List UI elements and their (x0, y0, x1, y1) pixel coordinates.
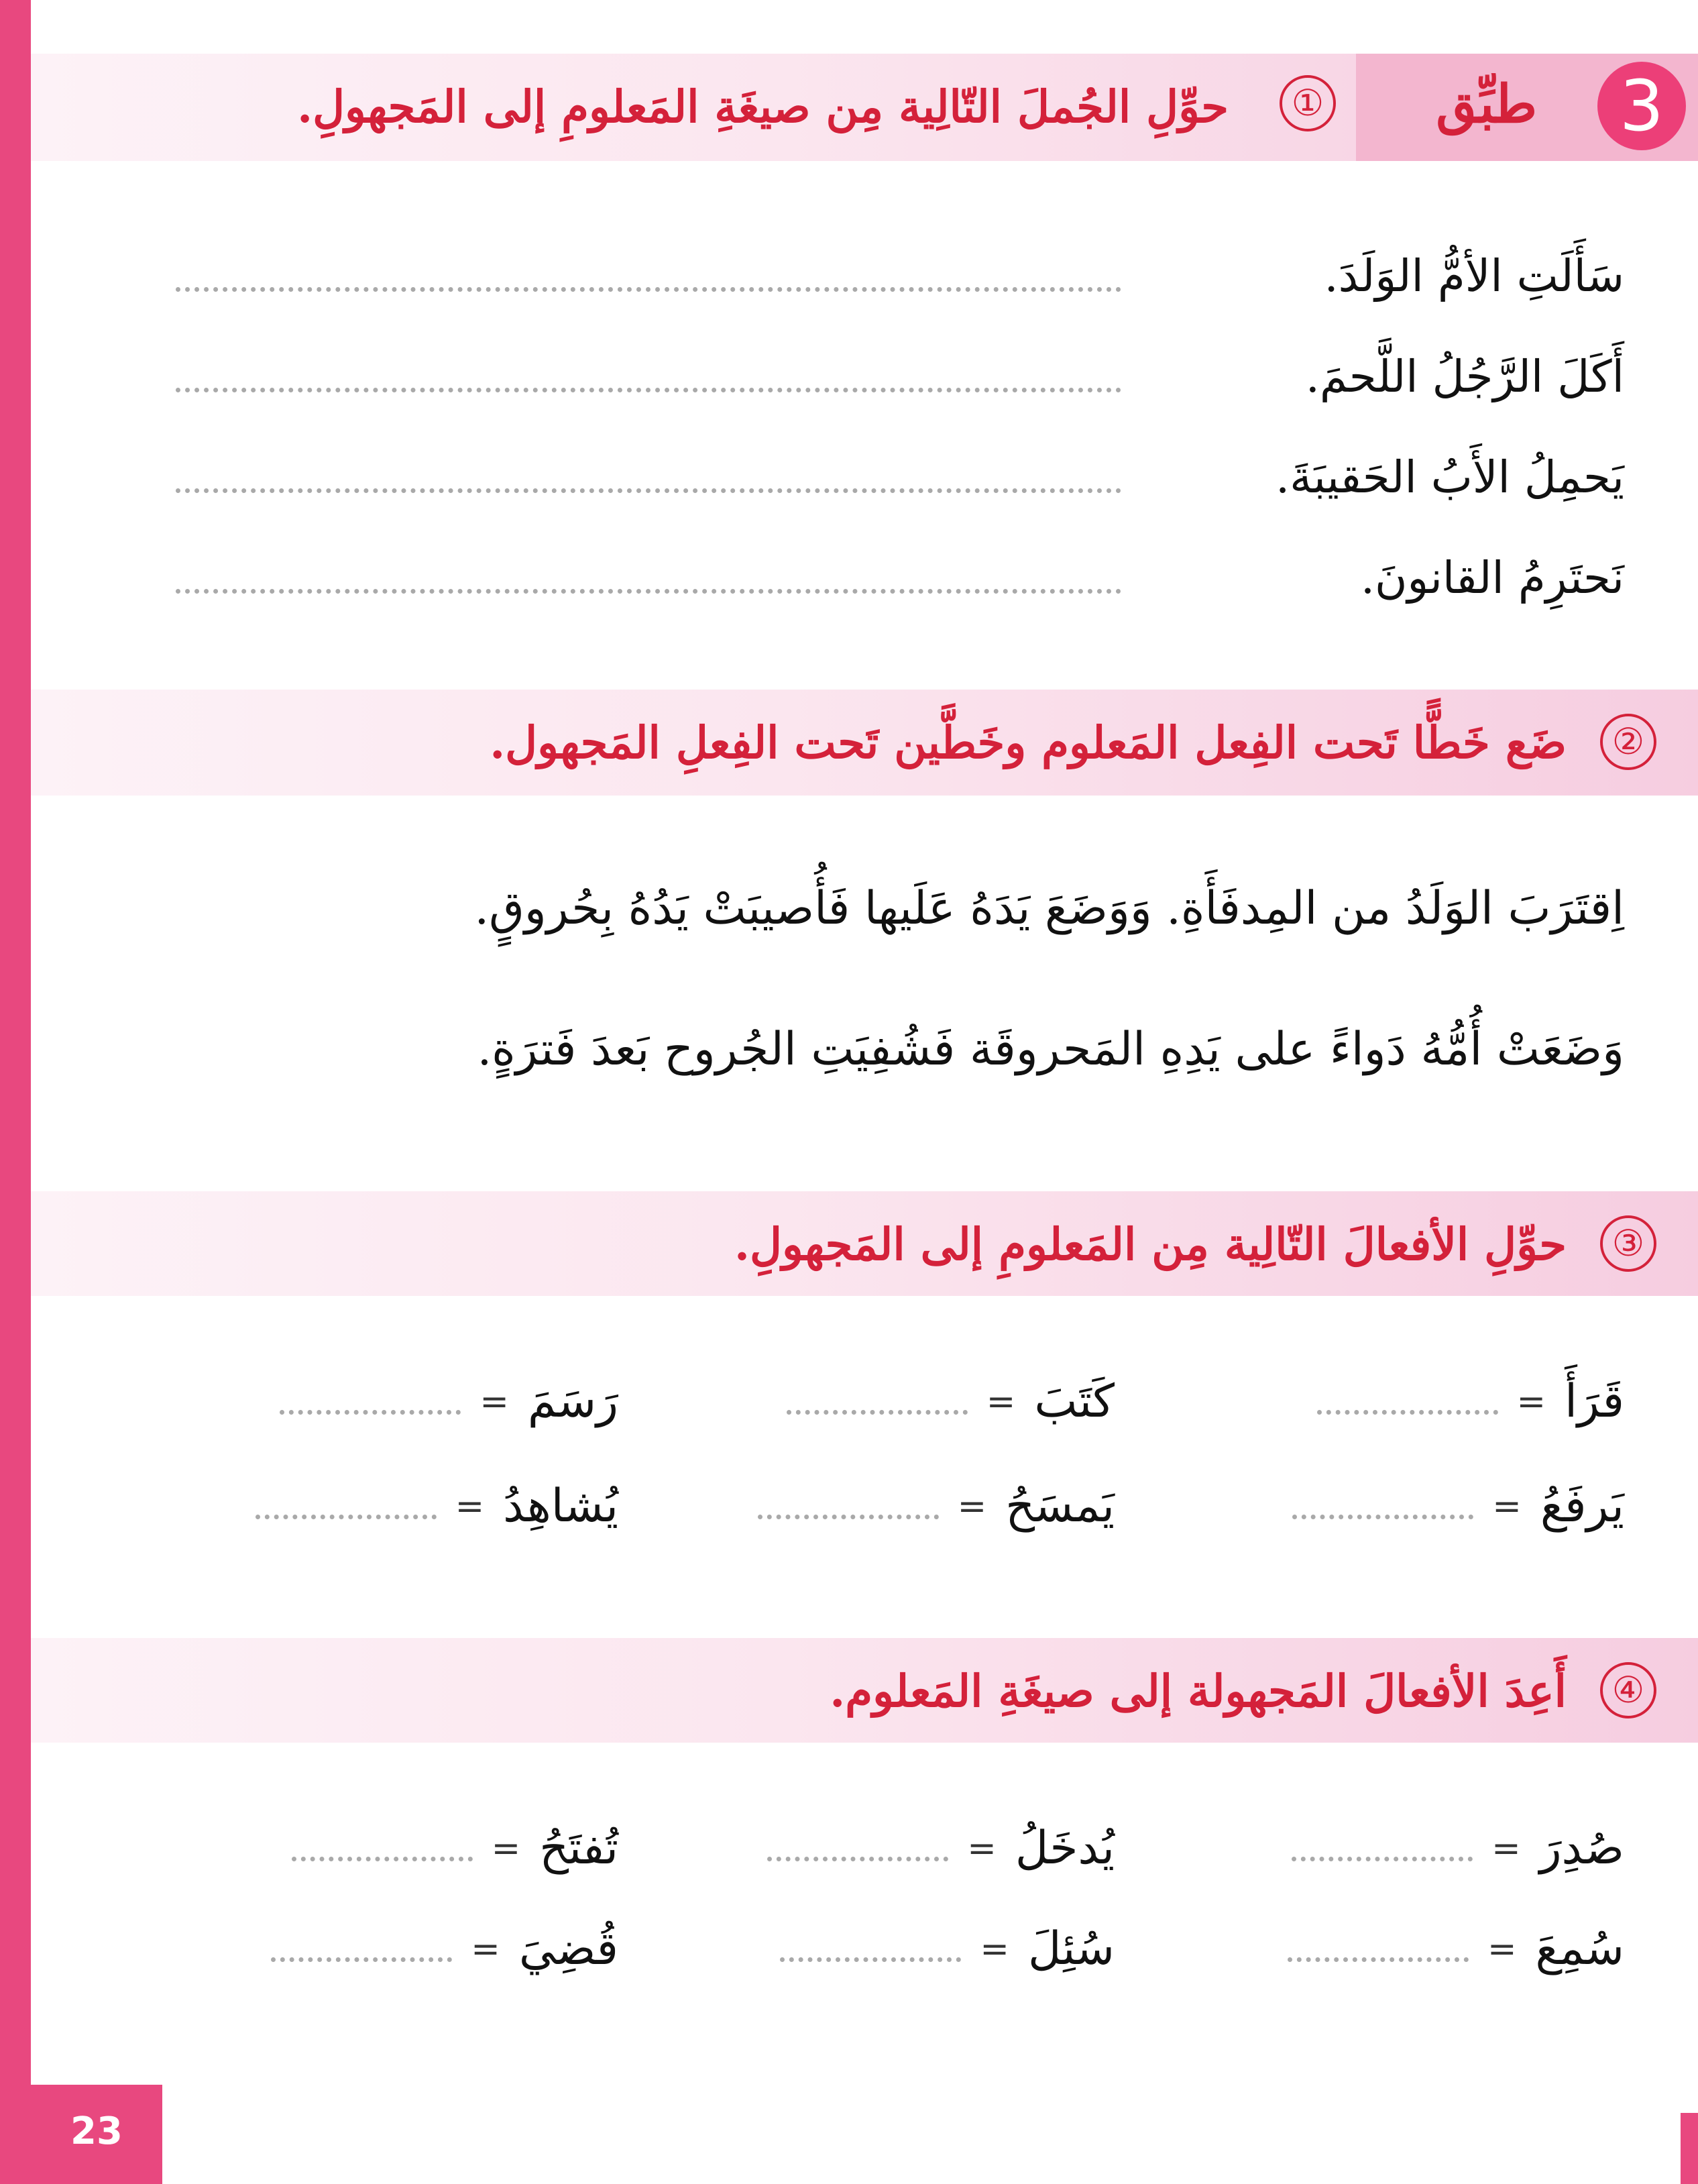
answer-blank[interactable] (767, 1857, 948, 1861)
q1-instruction: حوِّلِ الجُملَ التّالِية مِن صيغَةِ المَعلومِ إلى المَجهولِ. (297, 80, 1229, 133)
equals-sign: = (1491, 1828, 1521, 1869)
verb: يَرفَعُ (1540, 1480, 1624, 1533)
q4-item-2 (767, 1815, 1115, 1882)
answer-blank[interactable] (1292, 1857, 1473, 1861)
q4-item-1 (1292, 1815, 1624, 1882)
answer-blank[interactable] (787, 1410, 968, 1415)
equals-sign: = (455, 1486, 485, 1527)
q4-instruction: أَعِدَ الأفعالَ المَجهولة إلى صيغَةِ المَعلوم. (830, 1665, 1567, 1717)
equals-sign: = (967, 1828, 997, 1869)
q1-number: ① (1280, 75, 1336, 131)
q3-item-2 (787, 1368, 1115, 1435)
q3-item-3 (280, 1368, 618, 1435)
equals-sign: = (1487, 1929, 1517, 1969)
q2-line-1: اِقتَرَبَ الوَلَدُ من المِدفَأَةِ. وَوَضَعَ يَدَهُ عَلَيها فَأُصيبَتْ يَدُهُ بِحُروقٍ. (474, 882, 1624, 935)
q1-sentence-3: يَحمِلُ الأَبُ الحَقيبَةَ. (1276, 451, 1624, 503)
q3-item-1 (1317, 1368, 1625, 1435)
equals-sign: = (1492, 1486, 1522, 1527)
verb: رَسَمَ (527, 1375, 618, 1428)
section-title: طبِّق (1436, 74, 1537, 135)
q2-line-2: وَضَعَتْ أُمُّهُ دَواءً على يَدِهِ المَحروقَة فَشُفِيَتِ الجُروح بَعدَ فَترَةٍ. (477, 1023, 1624, 1076)
q4-item-5 (780, 1916, 1115, 1983)
verb: تُفتَحُ (539, 1822, 618, 1875)
verb: صُدِرَ (1539, 1822, 1624, 1875)
q4-item-4 (1288, 1916, 1624, 1983)
page-number: 23 (31, 2085, 162, 2184)
q2-instruction: ضَع خَطًّا تَحت الفِعل المَعلوم وخَطَّين تَحت الفِعلِ المَجهول. (490, 716, 1567, 769)
q3-number: ③ (1600, 1215, 1656, 1272)
q3-instruction: حوِّلِ الأفعالَ التّالِية مِن المَعلومِ إلى المَجهولِ. (734, 1218, 1567, 1270)
equals-sign: = (980, 1929, 1009, 1969)
answer-blank[interactable] (1288, 1957, 1469, 1962)
verb: كَتَبَ (1034, 1375, 1115, 1428)
q2-number: ② (1600, 714, 1656, 770)
q1-answer-line-2[interactable] (176, 388, 1121, 392)
q1-sentence-1: سَأَلَتِ الأمُّ الوَلَدَ. (1324, 250, 1624, 302)
right-edge-tab (1681, 2113, 1698, 2184)
answer-blank[interactable] (280, 1410, 461, 1415)
equals-sign: = (986, 1382, 1016, 1422)
q3-item-6 (256, 1473, 618, 1540)
verb: يُدخَلُ (1015, 1822, 1115, 1875)
answer-blank[interactable] (780, 1957, 961, 1962)
equals-sign: = (957, 1486, 987, 1527)
q4-number: ④ (1600, 1662, 1656, 1718)
answer-blank[interactable] (1292, 1515, 1473, 1519)
q1-answer-line-3[interactable] (176, 488, 1121, 493)
equals-sign: = (1516, 1382, 1546, 1422)
verb: سُئِلَ (1028, 1922, 1115, 1975)
q3-item-4 (1292, 1473, 1624, 1540)
q1-answer-line-4[interactable] (176, 589, 1121, 594)
equals-sign: = (491, 1828, 521, 1869)
answer-blank[interactable] (758, 1515, 939, 1519)
equals-sign: = (479, 1382, 509, 1422)
verb: قُضِيَ (518, 1922, 618, 1975)
equals-sign: = (471, 1929, 500, 1969)
answer-blank[interactable] (256, 1515, 437, 1519)
verb: سُمِعَ (1535, 1922, 1624, 1975)
verb: يَمسَحُ (1005, 1480, 1115, 1533)
answer-blank[interactable] (1317, 1410, 1498, 1415)
q4-item-6 (271, 1916, 618, 1983)
verb: يُشاهِدُ (503, 1480, 618, 1533)
left-color-bar (0, 0, 31, 2184)
section-number-badge: 3 (1597, 62, 1686, 150)
q1-sentence-4: نَحتَرِمُ القانونَ. (1360, 552, 1624, 604)
q1-sentence-2: أَكَلَ الرَّجُلُ اللَّحمَ. (1305, 351, 1624, 402)
answer-blank[interactable] (271, 1957, 452, 1962)
q1-answer-line-1[interactable] (176, 287, 1121, 292)
answer-blank[interactable] (292, 1857, 473, 1861)
q3-item-5 (758, 1473, 1115, 1540)
verb: قَرَأَ (1565, 1375, 1624, 1428)
q4-item-3 (292, 1815, 618, 1882)
